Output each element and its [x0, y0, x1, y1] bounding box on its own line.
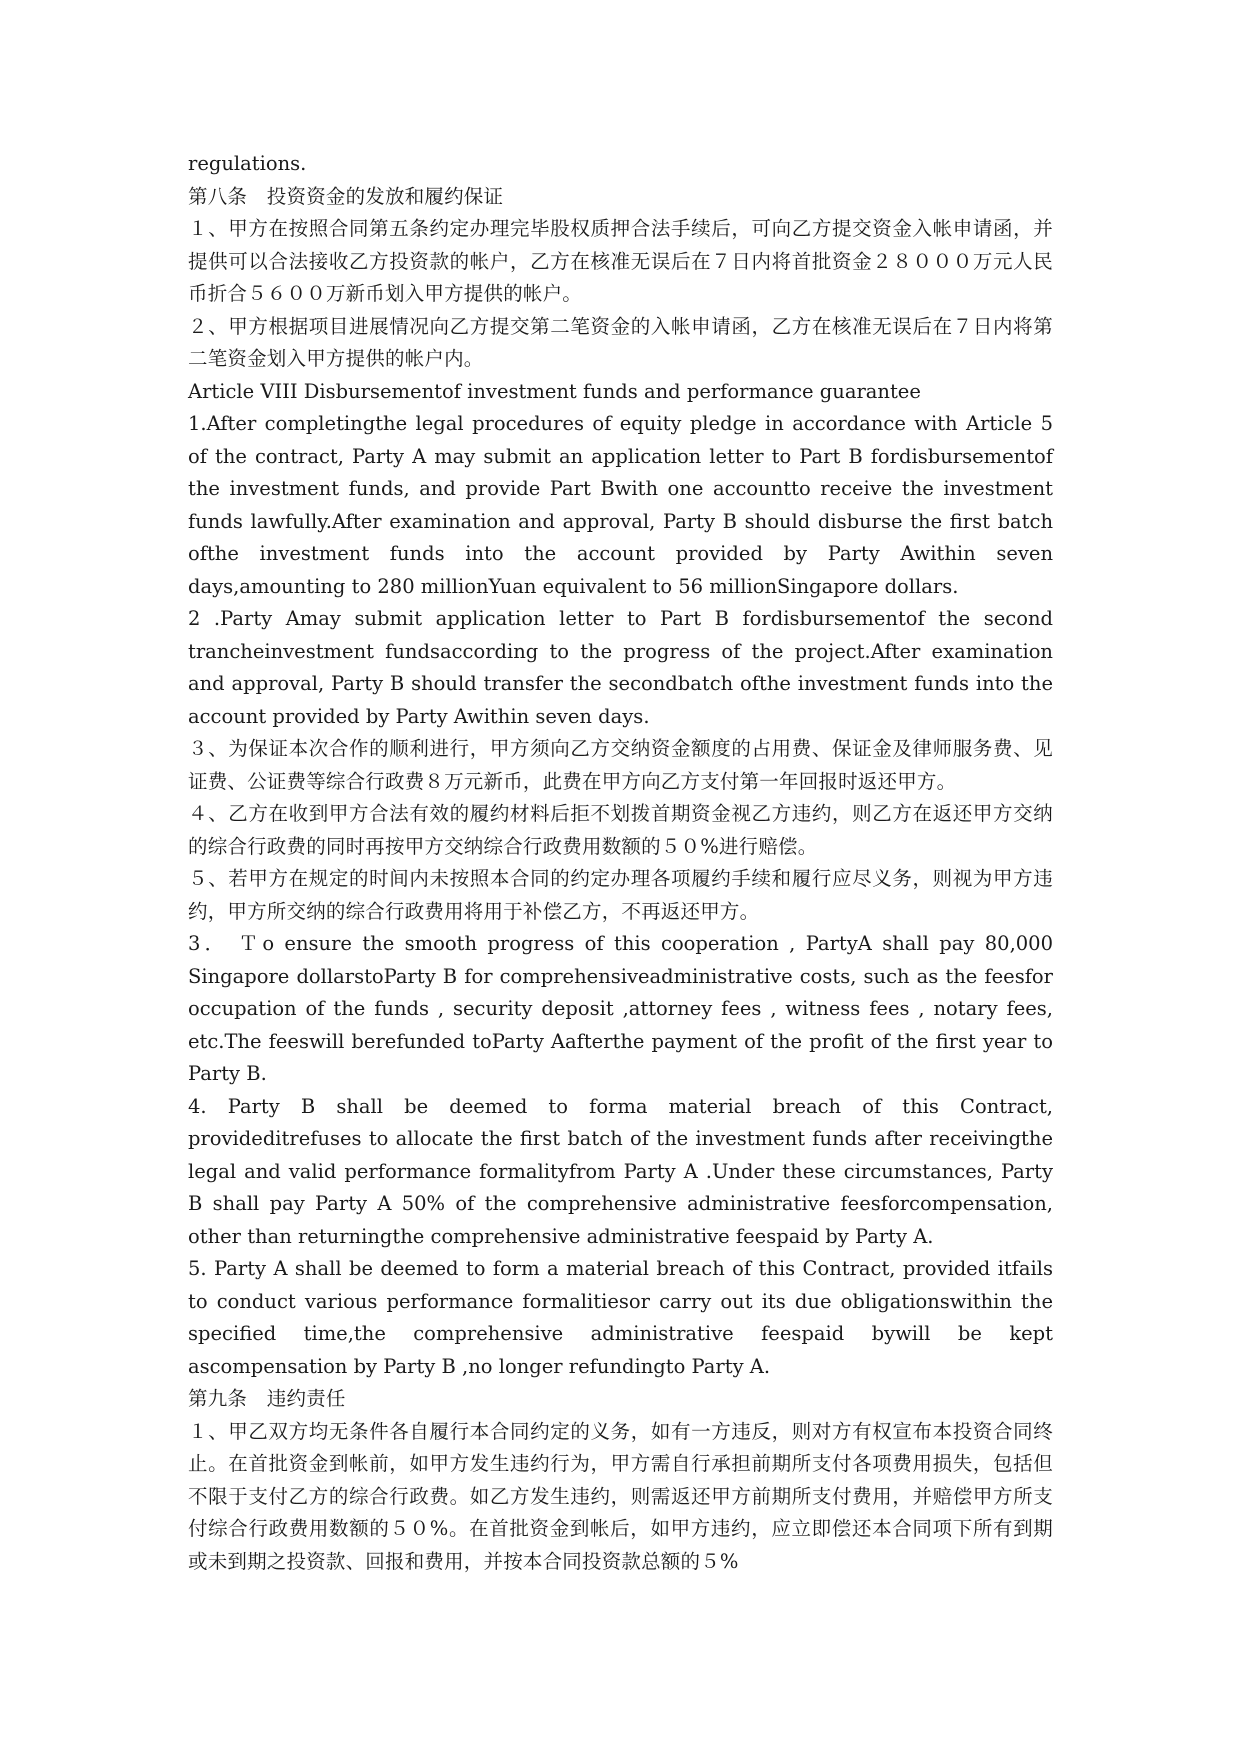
article-8-clause-4-cn: ４、乙方在收到甲方合法有效的履约材料后拒不划拨首期资金视乙方违约，则乙方在返还甲方交纳的综合行政费的同时再按甲方交纳综合行政费用数额的５０%进行赔偿。 — [188, 802, 1053, 858]
article-8-clause-1-en: 1.After completingthe legal procedures of equity pledge in accordance with Article 5 of the contract, Party A may submit an application letter to Part B fordisbursementof the investment funds, and provide Part Bwith one accountto receive the investment funds lawfully.After examination and approval, Party B should disburse the first batch ofthe investment funds into the account provided by Party Awithin seven days,amounting to 280 millionYuan equivalent to 56 millionSingapore dollars. — [188, 412, 1053, 598]
article-8-clause-5-en: 5. Party A shall be deemed to form a material breach of this Contract, provided itfails to conduct various performance formalitiesor carry out its due obligationswithin the specified time,the comprehensive administrative feespaid bywill be kept ascompensation by Party B ,no longer refundingto Party A. — [188, 1257, 1053, 1378]
article-8-clause-3-en: 3． Ｔo ensure the smooth progress of this cooperation , PartyA shall pay 80,000 Singapore dollarstoParty B for comprehensiveadministrative costs, such as the feesfor occupation of the funds , security deposit ,attorney fees , witness fees , notary fees, etc.The feeswill berefunded toParty Aafterthe payment of the profit of the first year to Party B. — [188, 932, 1053, 1085]
paragraph-regulations: regulations. — [188, 152, 307, 175]
article-8-clause-5-cn: ５、若甲方在规定的时间内未按照本合同的约定办理各项履约手续和履行应尽义务，则视为甲方违约，甲方所交纳的综合行政费用将用于补偿乙方，不再返还甲方。 — [188, 867, 1053, 923]
article-8-heading-cn: 第八条 投资资金的发放和履约保证 — [188, 184, 504, 208]
article-8-clause-4-en: 4. Party B shall be deemed to forma material breach of this Contract, provideditrefuses to allocate the first batch of the investment funds after receivingthe legal and valid performance formalityfrom Party A .Under these circumstances, Party B shall pay Party A 50% of the comprehensive administrative feesforcompensation, other than returningthe comprehensive administrative feespaid by Party A. — [188, 1094, 1053, 1248]
article-8-clause-3-cn: ３、为保证本次合作的顺利进行，甲方须向乙方交纳资金额度的占用费、保证金及律师服务费、见证费、公证费等综合行政费８万元新币，此费在甲方向乙方支付第一年回报时返还甲方。 — [188, 737, 1053, 793]
article-8-clause-2-cn: ２、甲方根据项目进展情况向乙方提交第二笔资金的入帐申请函，乙方在核准无误后在７日内将第二笔资金划入甲方提供的帐户内。 — [188, 314, 1053, 370]
document-page — [188, 148, 1053, 1578]
article-8-clause-1-cn: １、甲方在按照合同第五条约定办理完毕股权质押合法手续后，可向乙方提交资金入帐申请函，并提供可以合法接收乙方投资款的帐户，乙方在核准无误后在７日内将首批资金２８０００万元人民币折合５６００万新币划入甲方提供的帐户。 — [188, 217, 1053, 305]
article-9-clause-1-cn: １、甲乙双方均无条件各自履行本合同约定的义务，如有一方违反，则对方有权宣布本投资合同终止。在首批资金到帐前，如甲方发生违约行为，甲方需自行承担前期所支付各项费用损失，包括但不限于支付乙方的综合行政费。如乙方发生违约，则需返还甲方前期所支付费用，并赔偿甲方所支付综合行政费用数额的５０%。在首批资金到帐后，如甲方违约，应立即偿还本合同项下所有到期或未到期之投资款、回报和费用，并按本合同投资款总额的５% — [188, 1419, 1053, 1573]
article-9-heading-cn: 第九条 违约责任 — [188, 1387, 346, 1410]
article-8-clause-2-en: 2 .Party Amay submit application letter to Part B fordisbursementof the second trancheinvestment fundsaccording to the progress of the project.After examination and approval, Party B should transfer the secondbatch ofthe investment funds into the account provided by Party Awithin seven days. — [188, 607, 1053, 728]
article-8-heading-en: Article VIII Disbursementof investment funds and performance guarantee — [188, 379, 921, 403]
